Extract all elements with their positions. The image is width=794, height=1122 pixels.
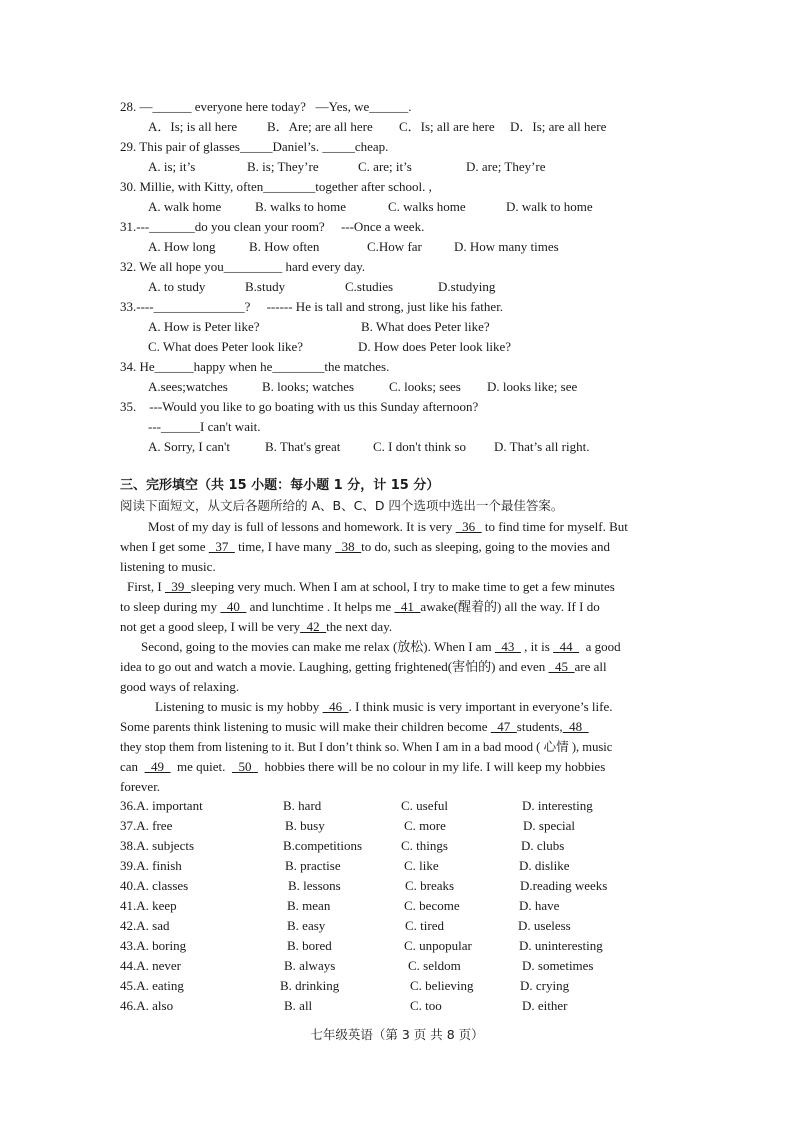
- passage-line: not get a good sleep, I will be very 42 the next day.: [120, 619, 393, 634]
- answer-option: B. bored: [287, 938, 332, 953]
- passage-line: Most of my day is full of lessons and homework. It is very 36 to find time for myself. But: [148, 519, 628, 534]
- answer-option: C. more: [404, 818, 446, 833]
- passage-line: Second, going to the movies can make me relax (放松). When I am 43 , it is 44 a good: [141, 639, 621, 654]
- answer-option: C. things: [401, 838, 448, 853]
- question-35-option-a: A. Sorry, I can't: [148, 439, 231, 454]
- blank-47: 47: [490, 719, 517, 734]
- question-35-option-d: D. That’s all right.: [494, 439, 590, 454]
- answer-option: B. easy: [287, 918, 326, 933]
- blank-40: 40: [220, 599, 247, 614]
- question-29-option-b: B. is; They’re: [247, 159, 319, 174]
- question-30-option-a: A. walk home: [148, 199, 222, 214]
- section-heading: 三、完形填空（共 15 小题：每小题 1 分，计 15 分）: [120, 478, 440, 493]
- answer-option: 42.A. sad: [120, 918, 170, 933]
- answer-option: B. busy: [285, 818, 325, 833]
- answer-option: C. seldom: [408, 958, 461, 973]
- question-31-stem: 31.---_______do you clean your room? ---Once a week.: [120, 219, 425, 234]
- answer-option: 45.A. eating: [120, 978, 184, 993]
- question-34-option-a: A.sees;watches: [148, 379, 228, 394]
- question-29-option-d: D. are; They’re: [466, 159, 546, 174]
- answer-option: D. crying: [520, 978, 570, 993]
- question-31-option-b: B. How often: [249, 239, 320, 254]
- answer-option: C. tired: [405, 918, 444, 933]
- answer-option: C. too: [410, 998, 442, 1013]
- question-33-option-d: D. How does Peter look like?: [358, 339, 512, 354]
- blank-42: 42: [300, 619, 327, 634]
- answer-option: B. lessons: [288, 878, 341, 893]
- question-32-stem: 32. We all hope you_________ hard every day.: [120, 259, 366, 274]
- answer-option: B. drinking: [280, 978, 340, 993]
- answer-option: C. breaks: [405, 878, 455, 893]
- passage-line: they stop them from listening to it. But I don’t think so. When I am in a bad mood ( 心情 ), music: [120, 740, 613, 754]
- blank-45: 45: [548, 659, 575, 674]
- question-33-option-c: C. What does Peter look like?: [148, 339, 304, 354]
- question-28-option-a: A．Is; is all here: [148, 119, 238, 134]
- page-footer: 七年级英语（第 3 页 共 8 页）: [310, 1027, 484, 1042]
- question-30-option-c: C. walks home: [388, 199, 466, 214]
- question-35-stem: 35. ---Would you like to go boating with us this Sunday afternoon?: [120, 399, 479, 414]
- answer-option: 46.A. also: [120, 998, 174, 1013]
- question-28-option-c: C．Is; all are here: [399, 119, 495, 134]
- passage-line: listening to music.: [120, 559, 216, 574]
- answer-option: 44.A. never: [120, 958, 182, 973]
- question-29-option-c: C. are; it’s: [358, 159, 412, 174]
- question-35-option-c: C. I don't think so: [373, 439, 466, 454]
- answer-option: B. always: [284, 958, 336, 973]
- answer-option: 37.A. free: [120, 818, 173, 833]
- question-33-option-a: A. How is Peter like?: [148, 319, 260, 334]
- answer-option: D. dislike: [519, 858, 570, 873]
- blank-39: 39: [164, 579, 191, 594]
- answer-option: D. interesting: [522, 798, 593, 813]
- passage-line: Listening to music is my hobby 46 . I think music is very important in everyone’s life.: [155, 699, 613, 714]
- question-28-option-d: D．Is; are all here: [510, 119, 607, 134]
- passage-line: forever.: [120, 779, 161, 794]
- passage-line: idea to go out and watch a movie. Laughing, getting frightened(害怕的) and even 45 are all: [120, 659, 607, 674]
- answer-option: B. hard: [283, 798, 322, 813]
- question-33-option-b: B. What does Peter like?: [361, 319, 490, 334]
- section-instruction: 阅读下面短文，从文后各题所给的 A、B、C、D 四个选项中选出一个最佳答案。: [120, 498, 564, 513]
- question-31-option-c: C.How far: [367, 239, 422, 254]
- answer-option: B.competitions: [283, 838, 363, 853]
- blank-49: 49: [144, 759, 171, 774]
- question-32-option-c: C.studies: [345, 279, 394, 294]
- answer-option: 41.A. keep: [120, 898, 177, 913]
- question-29-stem: 29. This pair of glasses_____Daniel’s. _____cheap.: [120, 139, 389, 154]
- answer-option: B. practise: [285, 858, 341, 873]
- passage-line: to sleep during my 40 and lunchtime . It helps me 41 awake(醒着的) all the way. If I do: [120, 599, 600, 614]
- answer-option: 43.A. boring: [120, 938, 187, 953]
- answer-option: B. all: [284, 998, 313, 1013]
- answer-option: C. become: [404, 898, 460, 913]
- answer-option: D. useless: [518, 918, 571, 933]
- answer-option: C. unpopular: [404, 938, 472, 953]
- question-34-option-d: D. looks like; see: [487, 379, 578, 394]
- question-30-stem: 30. Millie, with Kitty, often________together after school. ,: [120, 179, 432, 194]
- answer-option: D.reading weeks: [520, 878, 608, 893]
- answer-option: D. either: [522, 998, 568, 1013]
- blank-44: 44: [553, 639, 580, 654]
- answer-option: C. like: [404, 858, 439, 873]
- passage-line: Some parents think listening to music will make their children become 47 students, 48: [120, 719, 589, 734]
- answer-option: C. believing: [410, 978, 474, 993]
- blank-36: 36: [455, 519, 482, 534]
- question-34-option-c: C. looks; sees: [389, 379, 461, 394]
- question-29-option-a: A. is; it’s: [148, 159, 196, 174]
- question-31-option-d: D. How many times: [454, 239, 559, 254]
- answer-option: 38.A. subjects: [120, 838, 195, 853]
- answer-option: B. mean: [287, 898, 331, 913]
- answer-option: D. uninteresting: [519, 938, 603, 953]
- passage-line: can 49 me quiet. 50 hobbies there will be no colour in my life. I will keep my hobbies: [120, 759, 606, 774]
- question-30-option-b: B. walks to home: [255, 199, 346, 214]
- question-35-option-b: B. That's great: [265, 439, 341, 454]
- answer-option: D. special: [523, 818, 575, 833]
- question-28-option-b: B．Are; are all here: [267, 119, 373, 134]
- question-30-option-d: D. walk to home: [506, 199, 593, 214]
- blank-46: 46: [322, 699, 349, 714]
- question-35-stem-reply: ---______I can't wait.: [148, 419, 261, 434]
- passage-line: good ways of relaxing.: [120, 679, 240, 694]
- blank-38: 38: [335, 539, 362, 554]
- question-28-stem: 28. —______ everyone here today? —Yes, we______.: [120, 99, 412, 114]
- answer-option: 40.A. classes: [120, 878, 189, 893]
- blank-43: 43: [494, 639, 521, 654]
- blank-50: 50: [231, 759, 258, 774]
- blank-48: 48: [562, 719, 589, 734]
- answer-option: D. clubs: [521, 838, 565, 853]
- answer-option: 39.A. finish: [120, 858, 182, 873]
- question-32-option-d: D.studying: [438, 279, 496, 294]
- blank-41: 41: [394, 599, 421, 614]
- blank-37: 37: [208, 539, 235, 554]
- question-33-stem: 33.----______________? ------ He is tall and strong, just like his father.: [120, 299, 504, 314]
- question-32-option-b: B.study: [245, 279, 286, 294]
- answer-option: D. sometimes: [522, 958, 594, 973]
- answer-option: C. useful: [401, 798, 448, 813]
- question-32-option-a: A. to study: [148, 279, 206, 294]
- question-34-stem: 34. He______happy when he________the matches.: [120, 359, 390, 374]
- answer-option: D. have: [519, 898, 560, 913]
- passage-line: when I get some 37 time, I have many 38 to do, such as sleeping, going to the movies and: [120, 539, 610, 554]
- answer-option: 36.A. important: [120, 798, 203, 813]
- question-34-option-b: B. looks; watches: [262, 379, 355, 394]
- passage-line: First, I 39 sleeping very much. When I am at school, I try to make time to get a few minutes: [127, 579, 615, 594]
- question-31-option-a: A. How long: [148, 239, 216, 254]
